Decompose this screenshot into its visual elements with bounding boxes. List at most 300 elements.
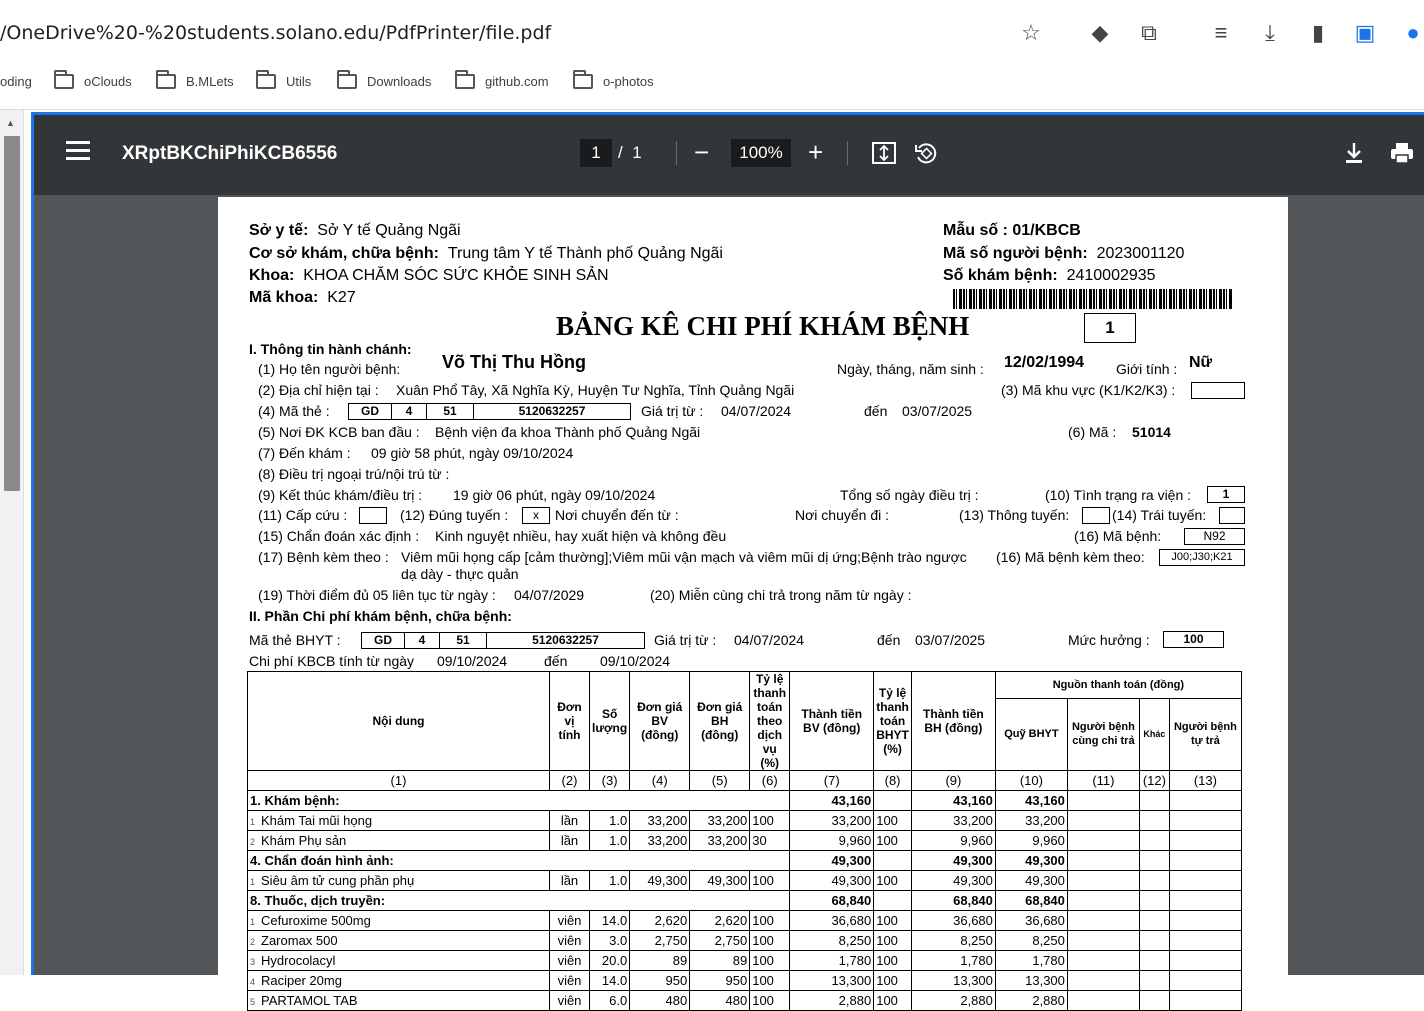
- download-icon[interactable]: ⤓: [1265, 20, 1275, 45]
- cell-dvt: lần: [550, 831, 590, 851]
- ma-khoa-line: [249, 289, 356, 307]
- group-cell: [1139, 791, 1169, 811]
- cell-tl1: 100: [750, 991, 790, 1011]
- cell-ttbh: 36,680: [911, 911, 995, 931]
- cell-dgbh: 49,300: [690, 871, 750, 891]
- item-label: Cefuroxime 500mg: [261, 913, 371, 928]
- gia-tri-den-2: 03/07/2025: [915, 632, 986, 648]
- mau-so: Mẫu số : 01/KBCB: [943, 222, 1081, 239]
- chi-phi-den-label: đến: [544, 653, 568, 669]
- cell-dvt: viên: [550, 991, 590, 1011]
- bookmark-item[interactable]: [455, 74, 549, 89]
- reading-icon[interactable]: ▣: [1354, 20, 1376, 45]
- ho-ten-value: Võ Thị Thu Hồng: [442, 352, 586, 372]
- cell-sl: 3.0: [590, 931, 630, 951]
- column-number-row: [248, 771, 1242, 791]
- cell-ttbh: 8,250: [911, 931, 995, 951]
- the-part: 5120632257: [486, 632, 645, 649]
- url-text[interactable]: /OneDrive%20-%20students.solano.edu/PdfPrinter/file.pdf: [0, 22, 552, 44]
- column-number: (1): [248, 771, 550, 791]
- group-cell: [1139, 891, 1169, 911]
- item-name: [248, 951, 550, 971]
- folder-icon: [54, 74, 74, 89]
- cell-tl2: 100: [874, 991, 912, 1011]
- muc-huong-label: Mức hưởng :: [1068, 632, 1150, 648]
- divider: [676, 141, 677, 165]
- benh-kem-value: Viêm mũi họng cấp [cảm thường];Viêm mũi vận mạch và viêm mũi dị ứng;Bệnh trào ngược: [401, 549, 967, 565]
- print-icon[interactable]: [1388, 139, 1416, 167]
- item-label: Khám Phụ sản: [261, 833, 347, 848]
- header-ty-le-dv: Tỷ lệ thanh toán theo dịch vụ (%): [750, 672, 790, 771]
- cell-quy: 1,780: [995, 951, 1067, 971]
- empty-cell: [1169, 831, 1241, 851]
- cell-ttbv: 2,880: [790, 991, 874, 1011]
- cell-dvt: viên: [550, 911, 590, 931]
- empty-cell: [1067, 971, 1139, 991]
- table-row: [248, 831, 1242, 851]
- table-row: [248, 971, 1242, 991]
- cell-tl2: 100: [874, 951, 912, 971]
- cell-ttbh: 33,200: [911, 811, 995, 831]
- ma-benh-label: (16) Mã bệnh:: [1074, 528, 1162, 544]
- bookmark-item[interactable]: [337, 74, 431, 89]
- header-khac: Khác: [1139, 698, 1169, 770]
- gioi-tinh-label: Giới tính :: [1116, 361, 1178, 377]
- bookmark-item[interactable]: [54, 74, 132, 89]
- cell-ttbv: 49,300: [790, 871, 874, 891]
- bookmark-item[interactable]: [256, 74, 311, 89]
- khoa-label: Khoa:: [249, 267, 295, 284]
- group-cell: [874, 791, 912, 811]
- ma-6-label: (6) Mã :: [1068, 424, 1117, 440]
- cell-dvt: viên: [550, 931, 590, 951]
- cell-dvt: lần: [550, 871, 590, 891]
- cell-dvt: viên: [550, 971, 590, 991]
- item-label: Raciper 20mg: [261, 973, 342, 988]
- table-row: [248, 871, 1242, 891]
- thong-tuyen-box: [1082, 507, 1110, 524]
- the-part: GD: [348, 403, 392, 420]
- folder-icon: [156, 74, 176, 89]
- trai-tuyen-label: (14) Trái tuyến:: [1112, 507, 1207, 523]
- khoa-value: KHOA CHĂM SÓC SỨC KHỎE SINH SẢN: [303, 267, 609, 284]
- fit-page-icon[interactable]: [870, 139, 898, 167]
- the-part: 5120632257: [473, 403, 631, 420]
- cell-quy: 13,300: [995, 971, 1067, 991]
- item-index: 1: [250, 917, 256, 927]
- group-cell: [1067, 891, 1139, 911]
- item-index: 2: [250, 837, 256, 847]
- left-scrollbar[interactable]: [0, 110, 24, 975]
- cell-ttbv: 1,780: [790, 951, 874, 971]
- group-name: 1. Khám bệnh:: [248, 791, 790, 811]
- dia-chi-value: Xuân Phổ Tây, Xã Nghĩa Kỳ, Huyện Tư Nghĩa, Tỉnh Quảng Ngãi: [396, 382, 795, 398]
- ma-khu-vuc-box: [1191, 382, 1245, 399]
- column-number: (4): [630, 771, 690, 791]
- chan-doan-label: (15) Chẩn đoán xác định :: [258, 528, 420, 544]
- bookmark-label: github.com: [485, 74, 549, 89]
- group-cell: [1067, 851, 1139, 871]
- bookmark-item[interactable]: [156, 74, 234, 89]
- ngay-sinh-value: 12/02/1994: [1004, 354, 1085, 371]
- section-2-heading: II. Phần Chi phí khám bệnh, chữa bệnh:: [249, 608, 512, 624]
- cell-tl1: 100: [750, 911, 790, 931]
- group-row: [248, 851, 1242, 871]
- cell-sl: 6.0: [590, 991, 630, 1011]
- header-tu-tra: Người bệnh tự trả: [1169, 698, 1241, 770]
- cell-dgbv: 89: [630, 951, 690, 971]
- den-label: đến: [864, 403, 888, 419]
- muc-huong-value: 100: [1163, 631, 1224, 648]
- cell-tl2: 100: [874, 931, 912, 951]
- cell-ttbv: 8,250: [790, 931, 874, 951]
- group-cell: [874, 891, 912, 911]
- cell-dvt: viên: [550, 951, 590, 971]
- cell-sl: 14.0: [590, 971, 630, 991]
- header-thanh-tien-bv: Thành tiền BV (đồng): [790, 672, 874, 771]
- item-name: [248, 991, 550, 1011]
- cell-quy: 36,680: [995, 911, 1067, 931]
- address-bar: [0, 0, 1424, 66]
- table-row: [248, 911, 1242, 931]
- cell-tl2: 100: [874, 831, 912, 851]
- cell-dgbv: 480: [630, 991, 690, 1011]
- item-index: 5: [250, 997, 256, 1007]
- item-index: 1: [250, 817, 256, 827]
- ma-benh-value: N92: [1184, 528, 1245, 545]
- cell-dgbh: 480: [690, 991, 750, 1011]
- empty-cell: [1067, 991, 1139, 1011]
- group-cell: 68,840: [995, 891, 1067, 911]
- cell-tl2: 100: [874, 811, 912, 831]
- cost-table: [247, 671, 1242, 1011]
- group-name: 4. Chẩn đoán hình ảnh:: [248, 851, 790, 871]
- cell-quy: 49,300: [995, 871, 1067, 891]
- header-cung-chi-tra: Người bệnh cùng chi trả: [1067, 698, 1139, 770]
- cell-sl: 20.0: [590, 951, 630, 971]
- group-cell: [1067, 791, 1139, 811]
- cell-quy: 9,960: [995, 831, 1067, 851]
- bookmark-label: o-photos: [603, 74, 654, 89]
- folder-icon: [256, 74, 276, 89]
- cell-tl2: 100: [874, 971, 912, 991]
- column-number: (2): [550, 771, 590, 791]
- cell-dgbh: 33,200: [690, 831, 750, 851]
- column-number: (11): [1067, 771, 1139, 791]
- group-cell: [1169, 891, 1241, 911]
- cell-dgbh: 950: [690, 971, 750, 991]
- cell-tl1: 100: [750, 951, 790, 971]
- item-label: PARTAMOL TAB: [261, 993, 358, 1008]
- empty-cell: [1169, 971, 1241, 991]
- table-body: [248, 791, 1242, 1011]
- cell-tl1: 30: [750, 831, 790, 851]
- pdf-page: [218, 197, 1288, 1008]
- ma-6-value: 51014: [1132, 424, 1171, 440]
- cell-ttbh: 1,780: [911, 951, 995, 971]
- empty-cell: [1139, 951, 1169, 971]
- item-name: [248, 811, 550, 831]
- document-title: BẢNG KÊ CHI PHÍ KHÁM BỆNH: [556, 311, 970, 341]
- bookmark-label: B.MLets: [186, 74, 234, 89]
- ma-the-bhyt-label: Mã thẻ BHYT :: [249, 632, 341, 648]
- header-don-gia-bv: Đơn giá BV (đồng): [630, 672, 690, 771]
- tinh-trang-value: 1: [1207, 486, 1245, 503]
- zoom-in-icon[interactable]: +: [808, 137, 824, 167]
- cell-ttbh: 13,300: [911, 971, 995, 991]
- benh-kem-value-2: dạ dày - thực quản: [401, 566, 519, 582]
- the-part: 4: [391, 403, 427, 420]
- den-kham-value: 09 giờ 58 phút, ngày 09/10/2024: [371, 445, 574, 461]
- empty-cell: [1067, 831, 1139, 851]
- cell-quy: 2,880: [995, 991, 1067, 1011]
- du-05-label: (19) Thời điểm đủ 05 liên tục từ ngày :: [258, 587, 496, 603]
- page-separator: /: [618, 143, 623, 162]
- item-index: 3: [250, 957, 256, 967]
- column-number: (6): [750, 771, 790, 791]
- page-total: [618, 143, 642, 163]
- cell-tl1: 100: [750, 931, 790, 951]
- column-number: (10): [995, 771, 1067, 791]
- so-yte-line: [249, 222, 461, 240]
- zoom-out-icon[interactable]: −: [694, 137, 710, 167]
- gia-tri-tu: 04/07/2024: [721, 403, 792, 419]
- noi-dk-label: (5) Nơi ĐK KCB ban đầu :: [258, 424, 420, 440]
- ma-the-label: (4) Mã thẻ :: [258, 403, 330, 419]
- item-name: [248, 911, 550, 931]
- section-1-heading: I. Thông tin hành chánh:: [249, 341, 412, 357]
- cap-cuu-label: (11) Cấp cứu :: [258, 507, 348, 523]
- dia-chi-label: (2) Địa chỉ hiện tại :: [258, 382, 379, 398]
- media-icon[interactable]: ≡: [1214, 20, 1228, 45]
- empty-cell: [1139, 971, 1169, 991]
- cell-tl1: 100: [750, 871, 790, 891]
- header-so-luong: Số lượng: [590, 672, 630, 771]
- header-ty-le-bhyt: Tỷ lệ thanh toán BHYT (%): [874, 672, 912, 771]
- column-number: (3): [590, 771, 630, 791]
- group-cell: [1169, 851, 1241, 871]
- table-row: [248, 991, 1242, 1011]
- cell-dvt: lần: [550, 811, 590, 831]
- bookmark-item[interactable]: [573, 74, 654, 89]
- puzzle-icon[interactable]: ⧉: [1141, 20, 1157, 45]
- star-icon[interactable]: ☆: [1021, 20, 1041, 45]
- group-cell: 43,160: [790, 791, 874, 811]
- header-quy-bhyt: Quỹ BHYT: [995, 698, 1067, 770]
- pdf-toolbar: [34, 115, 1424, 195]
- header-nguon: Nguồn thanh toán (đồng): [995, 672, 1241, 699]
- ket-thuc-value: 19 giờ 06 phút, ngày 09/10/2024: [453, 487, 656, 503]
- empty-cell: [1169, 871, 1241, 891]
- empty-cell: [1139, 991, 1169, 1011]
- bookmark-label: oClouds: [84, 74, 132, 89]
- noi-chuyen-den-label: Nơi chuyển đến từ :: [555, 507, 679, 523]
- empty-cell: [1169, 811, 1241, 831]
- cell-sl: 14.0: [590, 911, 630, 931]
- thong-tuyen-label: (13) Thông tuyến:: [959, 507, 1070, 523]
- header-don-gia-bh: Đơn giá BH (đồng): [690, 672, 750, 771]
- item-index: 2: [250, 937, 256, 947]
- benh-kem-label: (17) Bệnh kèm theo :: [258, 549, 389, 565]
- ma-benh-kem-value: J00;J30;K21: [1159, 549, 1245, 566]
- column-number: (8): [874, 771, 912, 791]
- group-cell: [874, 851, 912, 871]
- gia-tri-den: 03/07/2025: [902, 403, 973, 419]
- folder-icon: [337, 74, 357, 89]
- cell-ttbv: 36,680: [790, 911, 874, 931]
- cell-sl: 1.0: [590, 811, 630, 831]
- column-number: (12): [1139, 771, 1169, 791]
- empty-cell: [1067, 931, 1139, 951]
- the-part: 51: [439, 632, 487, 649]
- cell-tl2: 100: [874, 911, 912, 931]
- cell-dgbh: 33,200: [690, 811, 750, 831]
- page-input[interactable]: 1: [580, 139, 612, 167]
- dung-tuyen-box: x: [522, 507, 550, 524]
- menu-icon[interactable]: [66, 141, 90, 163]
- bookmark-label: Utils: [286, 74, 312, 89]
- cell-ttbh: 49,300: [911, 871, 995, 891]
- cell-dgbv: 33,200: [630, 831, 690, 851]
- item-label: Hydrocolacyl: [261, 953, 336, 968]
- so-kb-value: 2410002935: [1066, 267, 1156, 284]
- pdf-viewer: [31, 112, 1424, 1008]
- group-cell: 49,300: [995, 851, 1067, 871]
- chi-phi-label: Chi phí KBCB tính từ ngày: [249, 653, 415, 669]
- empty-cell: [1067, 911, 1139, 931]
- so-kb-line: [943, 267, 1156, 285]
- ngay-sinh-label: Ngày, tháng, năm sinh :: [837, 361, 984, 377]
- profile-icon[interactable]: ●: [1406, 20, 1420, 45]
- chi-phi-tu: 09/10/2024: [437, 653, 508, 669]
- group-cell: 49,300: [911, 851, 995, 871]
- item-name: [248, 831, 550, 851]
- den-kham-label: (7) Đến khám :: [258, 445, 351, 461]
- table-row: [248, 931, 1242, 951]
- group-cell: 43,160: [911, 791, 995, 811]
- bookmark-label: oding: [0, 74, 32, 89]
- chi-phi-den: 09/10/2024: [600, 653, 671, 669]
- tong-ngay-label: Tổng số ngày điều trị :: [840, 487, 979, 503]
- folder-icon: [455, 74, 475, 89]
- column-number: (7): [790, 771, 874, 791]
- group-cell: [1169, 791, 1241, 811]
- empty-cell: [1067, 811, 1139, 831]
- co-so-value: Trung tâm Y tế Thành phố Quảng Ngãi: [447, 245, 723, 262]
- cell-dgbv: 49,300: [630, 871, 690, 891]
- empty-cell: [1139, 871, 1169, 891]
- ma-nb-label: Mã số người bệnh:: [943, 245, 1088, 262]
- tinh-trang-label: (10) Tình trạng ra viện :: [1045, 487, 1192, 503]
- ho-ten-label: (1) Họ tên người bệnh:: [258, 361, 401, 377]
- group-name: 8. Thuốc, dịch truyền:: [248, 891, 790, 911]
- group-row: [248, 891, 1242, 911]
- group-cell: 49,300: [790, 851, 874, 871]
- table-row: [248, 811, 1242, 831]
- table-row: [248, 951, 1242, 971]
- cell-tl1: 100: [750, 971, 790, 991]
- empty-cell: [1139, 831, 1169, 851]
- co-so-label: Cơ sở khám, chữa bệnh:: [249, 245, 439, 262]
- empty-cell: [1169, 931, 1241, 951]
- the-part: GD: [361, 632, 405, 649]
- column-number: (5): [690, 771, 750, 791]
- gia-tri-label-2: Giá trị từ :: [654, 632, 717, 648]
- cell-ttbv: 9,960: [790, 831, 874, 851]
- barcode: [953, 289, 1233, 309]
- cell-dgbv: 2,620: [630, 911, 690, 931]
- group-row: [248, 791, 1242, 811]
- empty-cell: [1139, 811, 1169, 831]
- noi-dk-value: Bệnh viện đa khoa Thành phố Quảng Ngãi: [435, 424, 701, 440]
- empty-cell: [1067, 951, 1139, 971]
- rotate-icon[interactable]: [912, 139, 940, 167]
- empty-cell: [1139, 911, 1169, 931]
- empty-cell: [1169, 911, 1241, 931]
- ma-nb-value: 2023001120: [1096, 245, 1185, 262]
- bookmark-item[interactable]: [0, 74, 32, 89]
- empty-cell: [1169, 951, 1241, 971]
- ket-thuc-label: (9) Kết thúc khám/điều trị :: [258, 487, 423, 503]
- column-number: (9): [911, 771, 995, 791]
- ma-benh-kem-label: (16) Mã bệnh kèm theo:: [996, 549, 1145, 565]
- ma-khoa-value: K27: [327, 289, 356, 306]
- column-number: (13): [1169, 771, 1241, 791]
- folder-icon: [573, 74, 593, 89]
- empty-cell: [1067, 871, 1139, 891]
- zoom-input[interactable]: 100%: [731, 139, 791, 167]
- du-05-value: 04/07/2029: [514, 587, 585, 603]
- scrollbar-thumb[interactable]: [4, 136, 20, 491]
- cell-dgbv: 2,750: [630, 931, 690, 951]
- cell-tl1: 100: [750, 811, 790, 831]
- divider: [847, 141, 848, 165]
- pdf-title: XRptBKChiPhiKCB6556: [122, 143, 338, 164]
- extension-icon[interactable]: ◆: [1091, 20, 1109, 45]
- item-label: Zaromax 500: [261, 933, 338, 948]
- ma-khoa-label: Mã khoa:: [249, 289, 319, 306]
- cell-ttbh: 9,960: [911, 831, 995, 851]
- header-dvt: Đơn vị tính: [550, 672, 590, 771]
- item-name: [248, 931, 550, 951]
- trai-tuyen-box: [1219, 507, 1245, 524]
- chan-doan-value: Kinh nguyệt nhiều, hay xuất hiện và không đều: [435, 528, 727, 544]
- ma-khu-vuc-label: (3) Mã khu vực (K1/K2/K3) :: [1001, 382, 1176, 398]
- header-noi-dung: Nội dung: [248, 672, 550, 771]
- mien-chi-tra-label: (20) Miễn cùng chi trả trong năm từ ngày :: [650, 587, 912, 603]
- cell-tl2: 100: [874, 871, 912, 891]
- cell-ttbv: 13,300: [790, 971, 874, 991]
- sidepanel-icon[interactable]: ▮: [1311, 20, 1325, 45]
- noi-chuyen-di-label: Nơi chuyển đi :: [795, 507, 890, 523]
- download-pdf-icon[interactable]: [1340, 139, 1368, 167]
- cell-dgbh: 2,620: [690, 911, 750, 931]
- item-index: 4: [250, 977, 256, 987]
- scroll-up-icon[interactable]: ▲: [6, 118, 15, 128]
- group-cell: 68,840: [911, 891, 995, 911]
- so-yte-label: Sở y tế:: [249, 222, 309, 239]
- bookmark-label: Downloads: [367, 74, 432, 89]
- item-label: Khám Tai mũi họng: [261, 813, 373, 828]
- group-cell: [1139, 851, 1169, 871]
- gia-tri-label: Giá trị từ :: [641, 403, 704, 419]
- cell-dgbv: 33,200: [630, 811, 690, 831]
- item-index: 1: [250, 877, 256, 887]
- cell-dgbh: 89: [690, 951, 750, 971]
- item-name: [248, 871, 550, 891]
- cell-ttbv: 33,200: [790, 811, 874, 831]
- title-number: 1: [1084, 313, 1136, 343]
